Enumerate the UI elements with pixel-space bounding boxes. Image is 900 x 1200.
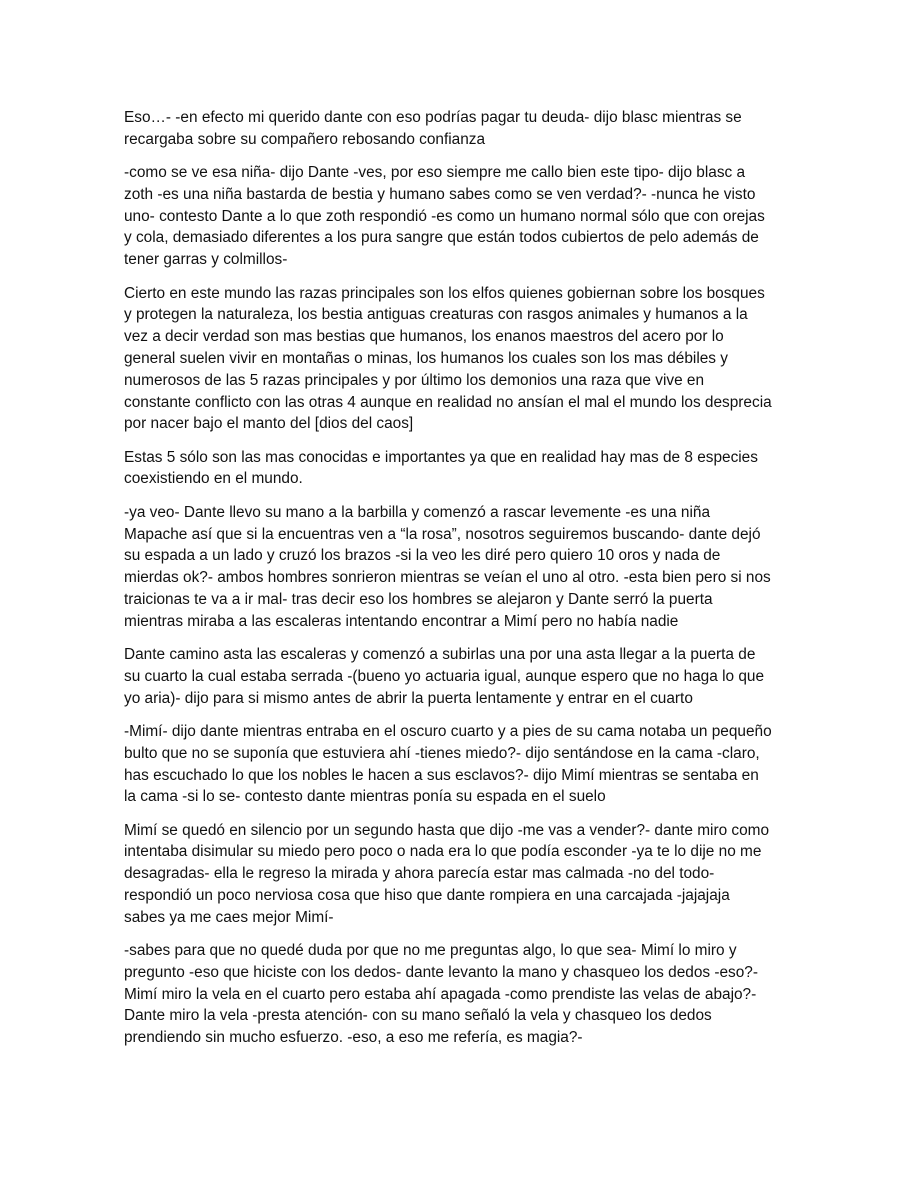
paragraph-3: Cierto en este mundo las razas principales son los elfos quienes gobiernan sobre los bosques y protegen la naturaleza, los bestia antiguas creaturas con rasgos animales y humanos a la vez a decir verdad son mas bestias que humanos, los enanos maestros del acero por lo general suelen vivir en montañas o minas, los humanos los cuales son los mas débiles y numerosos de las 5 razas principales y por último los demonios una raza que vive en constante conflicto con las otras 4 aunque en realidad no ansían el mal el mundo los desprecia por nacer bajo el manto del [dios del caos] [124,284,772,433]
paragraph-8: Mimí se quedó en silencio por un segundo hasta que dijo -me vas a vender?- dante miro como intentaba disimular su miedo pero poco o nada era lo que podía esconder -ya te lo dije no me desagradas- ella le regreso la mirada y ahora parecía estar mas calmada -no del todo- respondió un poco nerviosa cosa que hiso que dante rompiera en una carcajada -jajajaja sabes ya me caes mejor Mimí- [124,821,770,926]
paragraph-4: Estas 5 sólo son las mas conocidas e importantes ya que en realidad hay mas de 8 especies coexistiendo en el mundo. [124,448,758,488]
paragraph-7: -Mimí- dijo dante mientras entraba en el oscuro cuarto y a pies de su cama notaba un pequeño bulto que no se suponía que estuviera ahí -tienes miedo?- dijo sentándose en la cama -claro, has escuchado lo que los nobles le hacen a sus esclavos?- dijo Mimí mientras se sentaba en la cama -si lo se- contesto dante mientras ponía su espada en el suelo [124,722,772,806]
paragraph-9: -sabes para que no quedé duda por que no me preguntas algo, lo que sea- Mimí lo miro y pregunto -eso que hiciste con los dedos- dante levanto la mano y chasqueo los dedos -eso?- Mimí miro la vela en el cuarto pero estaba ahí apagada -como prendiste las velas de abajo?- Dante miro la vela -presta atención- con su mano señaló la vela y chasqueo los dedos prendiendo sin mucho esfuerzo. -eso, a eso me refería, es magia?- [124,942,758,1047]
paragraph-6: Dante camino asta las escaleras y comenzó a subirlas una por una asta llegar a la puerta de su cuarto la cual estaba serrada -(bueno yo actuaria igual, aunque espero que no haga lo que yo aria)- dijo para si mismo antes de abrir la puerta lentamente y entrar en el cuarto [124,646,765,707]
document-body [124,107,774,1061]
paragraph-1: Eso…- -en efecto mi querido dante con eso podrías pagar tu deuda- dijo blasc mientras se recargaba sobre su compañero rebosando confianza [124,109,742,148]
paragraph-2: -como se ve esa niña- dijo Dante -ves, por eso siempre me callo bien este tipo- dijo blasc a zoth -es una niña bastarda de bestia y humano sabes como se ven verdad?- -nunca he visto uno- contesto Dante a lo que zoth respondió -es como un humano normal sólo que con orejas y cola, demasiado diferentes a los pura sangre que están todos cubiertos de pelo además de tener garras y colmillos- [124,164,765,269]
paragraph-5: -ya veo- Dante llevo su mano a la barbilla y comenzó a rascar levemente -es una niña Mapache así que si la encuentras ven a “la rosa”, nosotros seguiremos buscando- dante dejó su espada a un lado y cruzó los brazos -si la veo les diré pero quiero 10 oros y nada de mierdas ok?- ambos hombres sonrieron mientras se veían el uno al otro. -esta bien pero si nos traicionas te va a ir mal- tras decir eso los hombres se alejaron y Dante serró la puerta mientras miraba a las escaleras intentando encontrar a Mimí pero no había nadie [124,503,771,630]
